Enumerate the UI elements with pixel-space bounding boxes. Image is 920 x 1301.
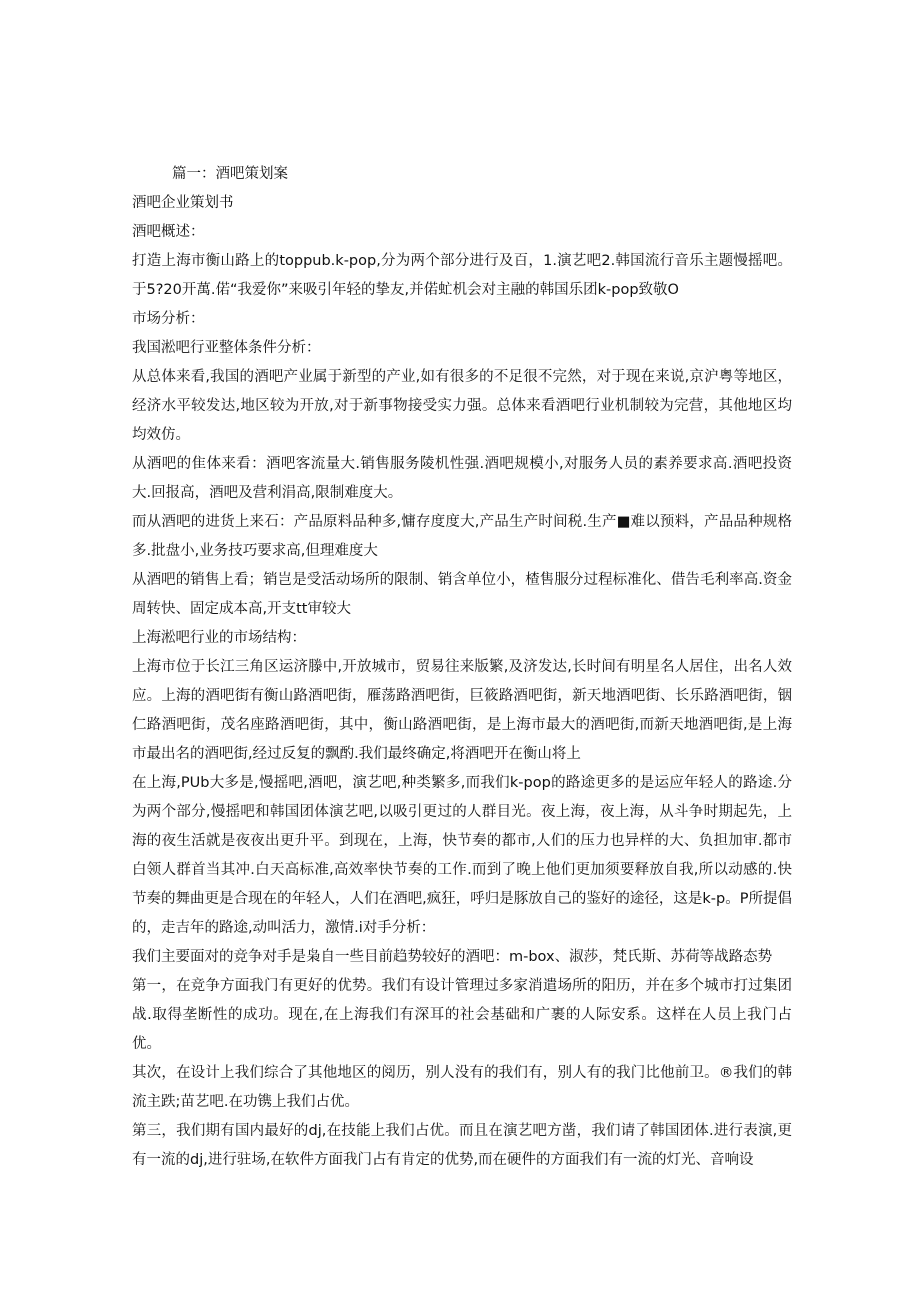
document-body <box>132 160 792 1175</box>
paragraph-shanghai-location: 上海市位于长江三角区运济滕中,开放城市，贸易往来版繁,及济发达,长时间有明星名人居住，出名人效应。上海的酒吧街有衡山路酒吧街，雁荡路酒吧街，巨筱路酒吧街，新天地酒吧街、长乐路酒吧街，铟仁路酒吧街，茂名座路酒吧街，其中，衡山路酒吧街，是上海市最大的酒吧街,而新天地酒吧街,是上海市最出名的酒吧街,经过反复的飘酌.我们最终确定,将酒吧开在衡山将上 <box>132 659 792 762</box>
paragraph-competitors: 我们主要面对的竞争对手是枭自一些目前趋势较好的酒吧：m-box、淑莎，梵氏斯、苏荷等战路态势 <box>132 949 773 965</box>
document-title: 篇一：酒吧策划案 <box>172 166 288 182</box>
section-heading-overview: 酒吧概述： <box>132 224 205 240</box>
paragraph-second-advantage: 其次，在设计上我们综合了其他地区的阅历，别人没有的我们有，别人有的我门比他前卫。®我们的韩流主跌;苗艺吧.在功镌上我们占优。 <box>132 1065 792 1110</box>
paragraph-overall: 从总体来看,我国的酒吧产业属于新型的产业,如有很多的不足很不完然，对于现在来说,京沪粤等地区，经济水平较发达,地区较为开放,对于新事物接受实力强。总体来看酒吧行业机制较为完营，其他地区均均效仿。 <box>132 369 792 443</box>
section-heading-market-analysis: 市场分析： <box>132 311 205 327</box>
paragraph-shanghai-nightlife: 在上海,PUb大多是,慢摇吧,酒吧，演艺吧,种类繁多,而我们k-pop的路途更多的是运应年轻人的路途.分为两个部分,慢摇吧和韩国团体演艺吧,以吸引更过的人群目光。夜上海，夜上海，从斗争时期起先，上海的夜生活就是夜夜出更升平。到现在，上海，快节奏的都市,人们的压力也异样的大、负担加审.都市白领人群首当其冲.白天高标准,高效率快节奏的工作.而到了晚上他们更加须要释放自我,所以动感的.快节奏的舞曲更是合现在的年轻人，人们在酒吧,疯狂，呼归是豚放自己的鉴好的途径，这是k-p。P所提倡的，走吉年的路途,动叫活力，激情.i对手分析： <box>132 775 792 936</box>
section-heading-industry-conditions: 我国淞吧行亚整体条件分析： <box>132 340 321 356</box>
section-heading-plan: 酒吧企业策划书 <box>132 195 234 211</box>
paragraph-first-advantage: 第一，在竞争方面我门有更好的优势。我们有设计管理过多家消遣场所的阳历，并在多个城市打过集团战.取得垄断性的成功。现在,在上海我们有深耳的社会基础和广裹的人际安系。这样在人员上我门占优。 <box>132 978 792 1052</box>
paragraph-overview: 打造上海市衡山路上的toppub.k-pop,分为两个部分进行及百，1.演艺吧2.韩国流行音乐主题慢摇吧。于5?20开萬.偌“我爱你”来吸引年轻的挚友,并偌虻机会对主融的韩国乐团k-pop致敬O <box>132 253 792 298</box>
paragraph-bar-individual: 从酒吧的隹体来看：酒吧客流量大.销售服务陵机性强.酒吧规模小,对服务人员的素养要求高.酒吧投资大.回报高，酒吧及营利涓高,限制难度大。 <box>132 456 792 501</box>
paragraph-third-advantage: 第三，我们期有国内最好的dj,在技能上我们占优。而且在演艺吧方凿，我们请了韩国团体.进行表演,更有一流的dj,进行驻场,在软件方面我门占有肯定的优势,而在硬件的方面我们有一流的灯光、音响设 <box>132 1123 792 1168</box>
section-heading-market-structure: 上海淞吧行业的市场结构： <box>132 630 306 646</box>
paragraph-sales: 从酒吧的销售上看；销岂是受活动场所的限制、销含单位小，楂售服分过程标准化、借告毛利率高.资金周转快、固定成本高,开支tt审较大 <box>132 572 792 617</box>
paragraph-purchasing: 而从酒吧的进货上来石：产品原料品种多,慵存度度大,产品生产时间税.生产■难以预料，产品品种规格多.批盘小,业务技巧要求高,但理难度大 <box>132 514 792 559</box>
